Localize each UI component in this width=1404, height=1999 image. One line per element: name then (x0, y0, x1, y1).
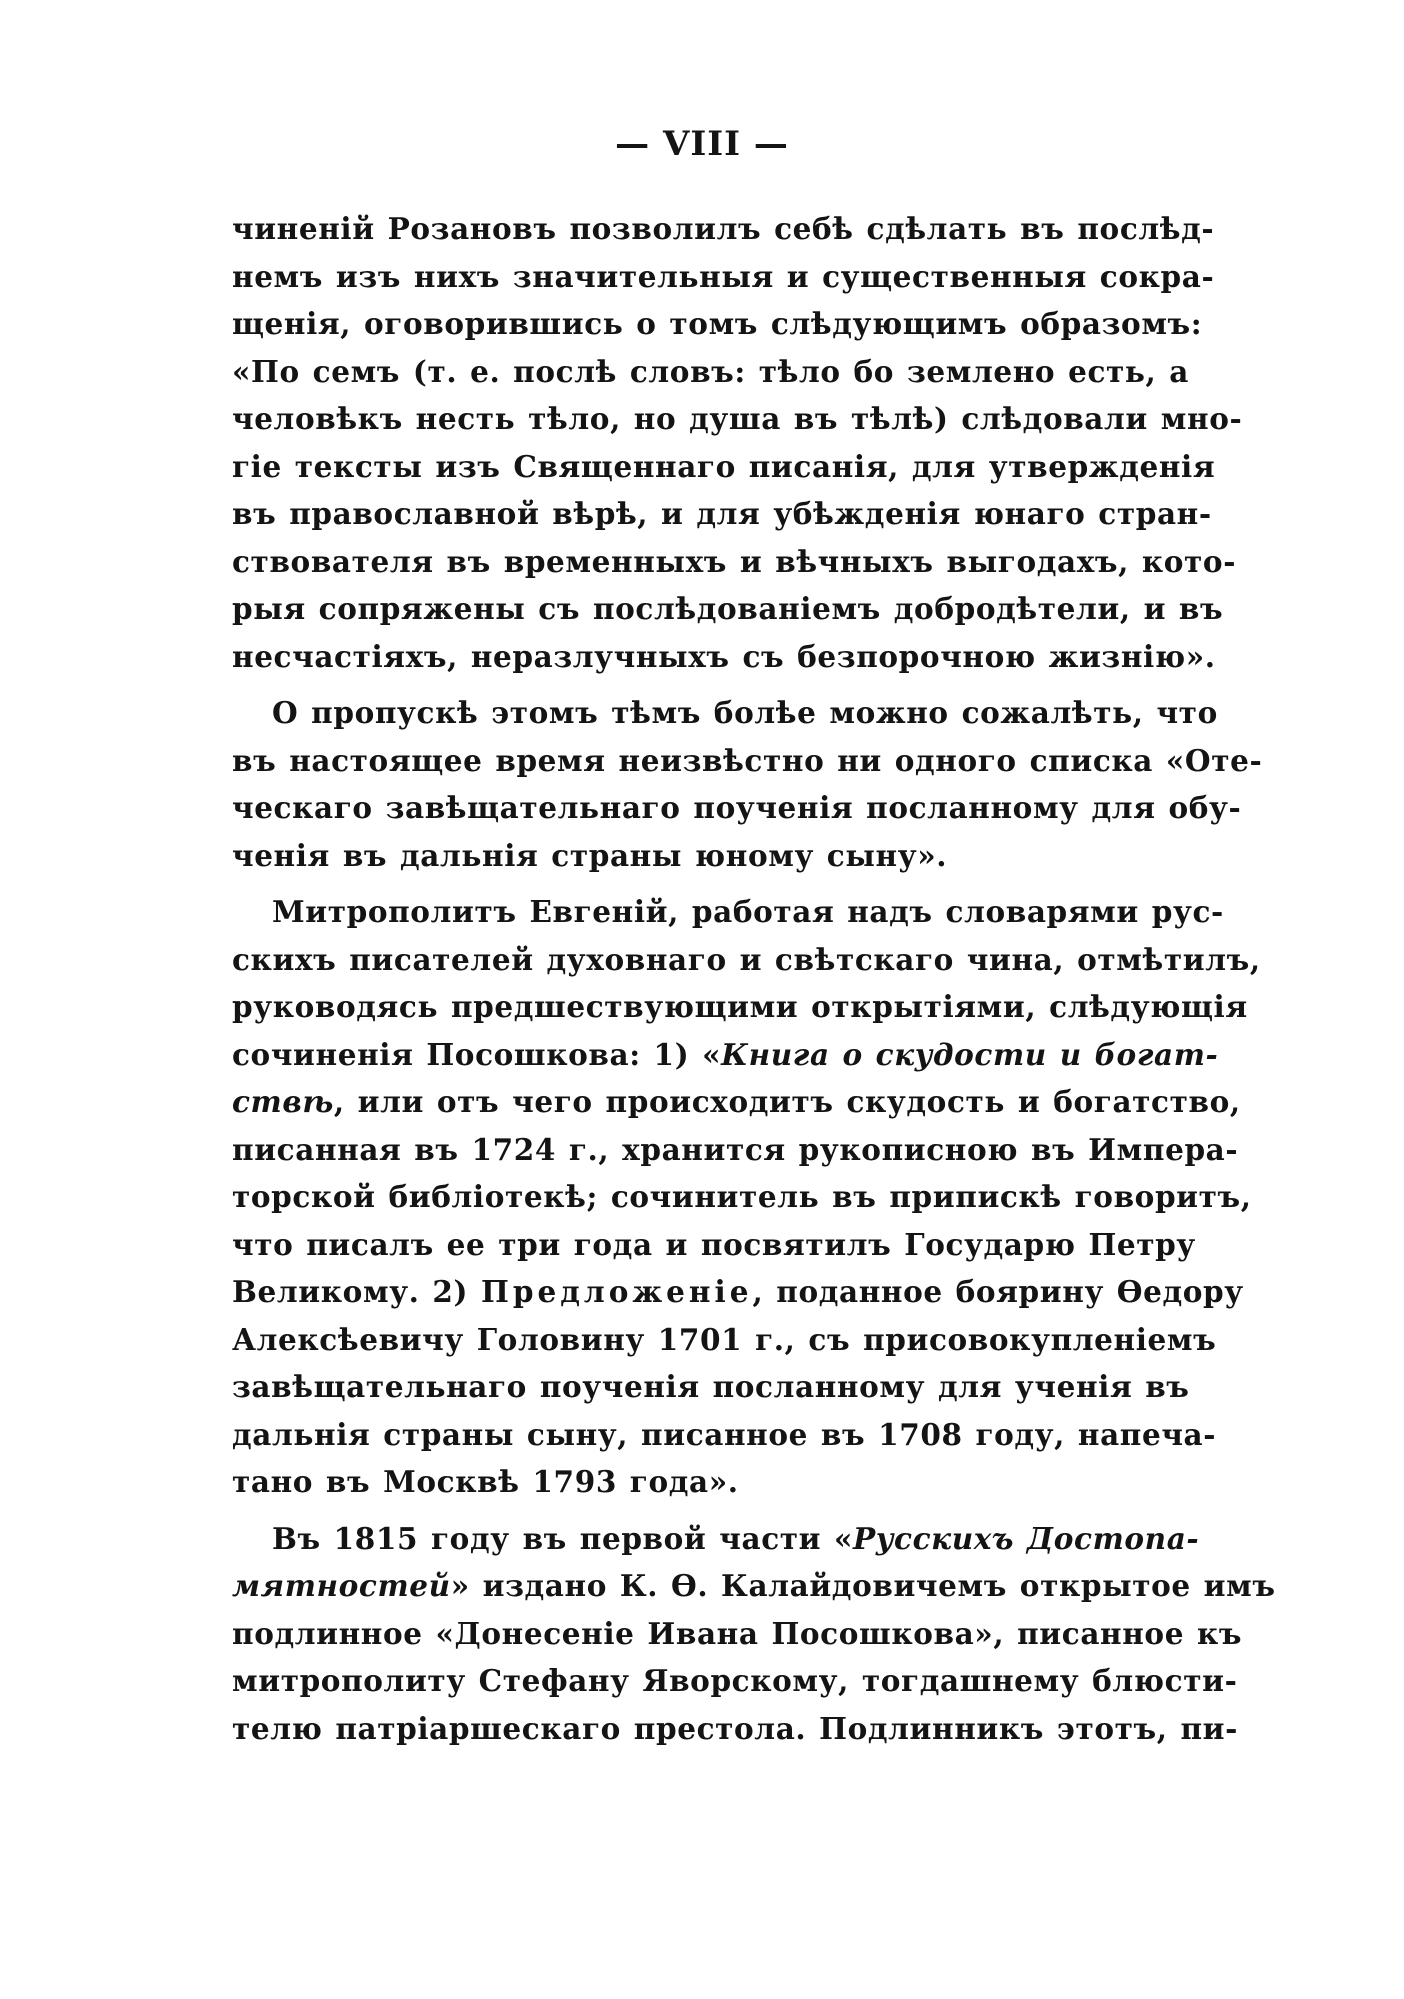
text-line: ствователя въ временныхъ и вѣчныхъ выгодахъ, кото- (232, 543, 1237, 579)
text-line: О пропускѣ этомъ тѣмъ болѣе можно сожалѣть, что (272, 695, 1218, 730)
text-line: подлинное «Донесеніе Ивана Посошкова», писанное къ (232, 1615, 1243, 1651)
text-line (232, 1078, 1241, 1126)
text-line: что писалъ ее три года и посвятилъ Государю Петру (232, 1226, 1196, 1262)
text-line: въ православной вѣрѣ, и для убѣжденія юнаго стран- (232, 496, 1212, 531)
text-line: щенія, оговорившись о томъ слѣдующимъ образомъ: (232, 306, 1203, 341)
text-line: въ настоящее время неизвѣстно ни одного списка «Оте- (232, 742, 1263, 778)
book-title-italic: мятностей (232, 1568, 451, 1603)
text-line: гіе тексты изъ Священнаго писанія, для утвержденія (232, 448, 1216, 484)
text-run: сочиненія Посошкова: 1) « (232, 1036, 722, 1072)
text-line (232, 1268, 1244, 1316)
text-line: тано въ Москвѣ 1793 года». (232, 1464, 739, 1499)
text-line: ческаго завѣщательнаго поученія посланному для обу- (232, 790, 1242, 825)
paragraph-2 (232, 689, 1263, 879)
paragraph-4 (232, 1515, 1276, 1753)
text-line (232, 1515, 1200, 1563)
book-title-italic: Книга о скудости и богат- (721, 1036, 1219, 1072)
paragraph-3 (232, 888, 1261, 1506)
text-line: немъ изъ нихъ значительныя и существенныя сокра- (232, 258, 1215, 294)
text-line: дальнія страны сыну, писанное въ 1708 году, напеча- (232, 1416, 1217, 1452)
book-title-italic: ствѣ (232, 1084, 334, 1119)
text-line: завѣщательнаго поученія посланному для ученія въ (232, 1369, 1190, 1404)
body-text (232, 205, 1276, 1752)
text-run: Великому. 2) (232, 1274, 469, 1309)
text-line: рыя сопряжены съ послѣдованіемъ добродѣтели, и въ (232, 591, 1224, 626)
text-run: » издано К. Ѳ. Калайдовичемъ открытое имъ (450, 1568, 1276, 1603)
text-line (232, 1031, 1219, 1079)
page-number: — VIII — (615, 124, 789, 164)
text-line: писанная въ 1724 г., хранится рукописною въ Импера- (232, 1131, 1239, 1167)
text-line: Алексѣевичу Головину 1701 г., съ присовокупленіемъ (232, 1321, 1217, 1357)
text-line (232, 1562, 1276, 1610)
text-line: скихъ писателей духовнаго и свѣтскаго чина, отмѣтилъ, (232, 941, 1261, 977)
paragraph-1 (232, 205, 1243, 680)
text-line: Митрополитъ Евгеній, работая надъ словарями рус- (272, 894, 1224, 929)
text-run: Въ 1815 году въ первой части « (272, 1520, 854, 1556)
text-line: руководясь предшествующими открытіями, слѣдующія (232, 989, 1248, 1024)
text-line: чиненій Розановъ позволилъ себѣ сдѣлать въ послѣд- (232, 211, 1215, 246)
text-run: , поданное боярину Ѳедору (752, 1274, 1244, 1309)
book-title-italic: Русскихъ Достопа- (853, 1520, 1200, 1556)
text-line: телю патріаршескаго престола. Подлинникъ этотъ, пи- (232, 1710, 1238, 1746)
text-line: «По семъ (т. е. послѣ словъ: тѣло бо землено есть, а (232, 353, 1189, 389)
text-line: несчастіяхъ, неразлучныхъ съ безпорочною жизнію». (232, 638, 1216, 674)
text-line: митрополиту Стефану Яворскому, тогдашнему блюсти- (232, 1663, 1238, 1698)
text-line: ченія въ дальнія страны юному сыну». (232, 837, 948, 873)
spaced-title: Предложеніе (480, 1274, 753, 1309)
text-line: человѣкъ несть тѣло, но душа въ тѣлѣ) слѣдовали мно- (232, 401, 1243, 436)
text-run: , или отъ чего происходитъ скудость и богатство, (333, 1084, 1241, 1119)
text-line: торской библіотекѣ; сочинитель въ припискѣ говоритъ, (232, 1179, 1252, 1214)
